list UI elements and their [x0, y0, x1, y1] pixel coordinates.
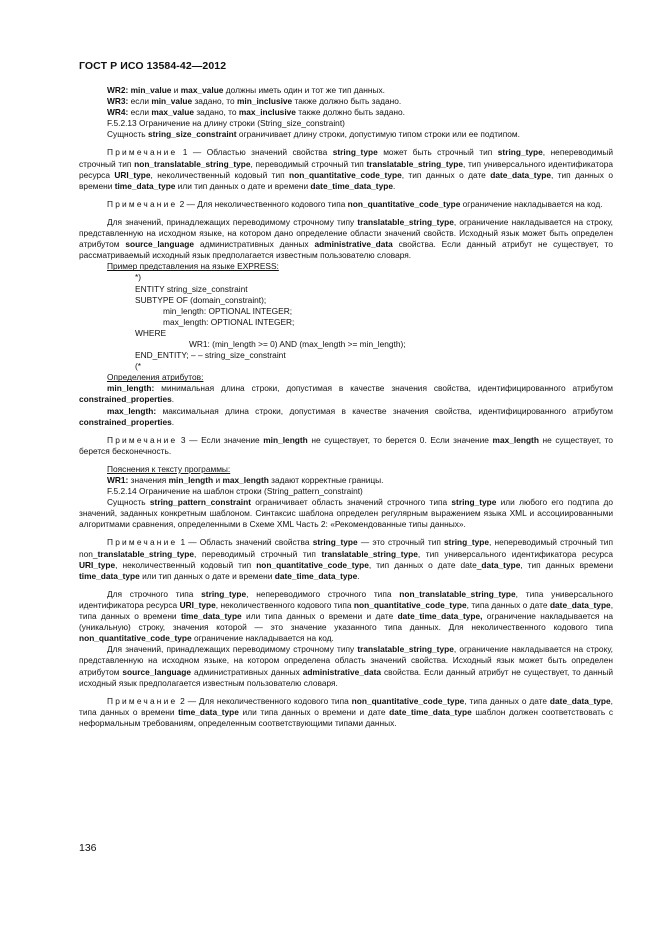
attribute-max-length: max_length: максимальная длина строки, допустимая в качестве значения свойства, идентифицированного атрибутом constrained_properties. [79, 405, 613, 427]
note-1: Примечание 1 — Областью значений свойства string_type может быть строчный тип string_type, непереводимый строчный тип non_translatable_string_type, переводимый строчный тип translatable_string_type, тип универсального идентификатора ресурса URI_type, неколичественный кодовый тип non_quantitative_code_type, тип данных о дате date_data_type, тип данных о времени time_data_type или тип данных о дате и времени date_time_data_type. [79, 147, 613, 191]
paragraph-pattern-constraint: Сущность string_pattern_constraint ограничивает область значений строчного типа string_type или любого его подтипа до значений, заданных конкретным шаблоном. Синтаксис шаблона определен регулярным выражением языка XML и ассоциированными алгоритмами сравнения, определенными в Схеме XML Часть 2: «Рекомендованные типы данных». [79, 497, 613, 530]
code-line: WR1: (min_length >= 0) AND (max_length >= min_length); [189, 338, 406, 349]
rule-wr1: WR1: значения min_length и max_length задают корректные границы. [107, 475, 384, 485]
example-title: Пример представления на языке EXPRESS: [107, 261, 279, 272]
note-2b: Примечание 2 — Для неколичественного кодового типа non_quantitative_code_type, типа данных о дате date_data_type, типа данных о времени time_data_type или типа данных о времени и дате date_time_data_type шаблон должен соответствовать с неформальным требованиям, определенным соответствующими типами данных. [79, 695, 614, 728]
code-line: WHERE [135, 327, 167, 338]
section-heading-f5213: F.5.2.13 Ограничение на длину строки (String_size_constraint) [107, 118, 345, 129]
page-header: ГОСТ Р ИСО 13584-42—2012 [79, 60, 227, 72]
code-line: END_ENTITY; – – string_size_constraint [135, 350, 286, 361]
code-line: ENTITY string_size_constraint [135, 283, 248, 294]
paragraph-size-constraint: Сущность string_size_constraint ограничивает длину строки, допустимую типом строки или ее подтипом. [107, 129, 520, 140]
document-body [79, 85, 613, 729]
section-heading-f5214: F.5.2.14 Ограничение на шаблон строки (String_pattern_constraint) [107, 486, 363, 497]
note-3: Примечание 3 — Если значение min_length не существует, то берется 0. Если значение max_length не существует, то берется бесконечность. [79, 434, 613, 456]
rule-wr4: WR4: если max_value задано, то max_inclusive также должно быть задано. [107, 107, 405, 118]
explanation-title: Пояснения к тексту программы: [107, 463, 231, 474]
code-line: (* [135, 361, 142, 372]
rule-wr2: WR2: min_value и max_value должны иметь один и тот же тип данных. [107, 85, 386, 95]
page-number: 136 [79, 842, 97, 854]
code-line: SUBTYPE OF (domain_constraint); [135, 294, 267, 305]
rule-wr3: WR3: если min_value задано, то min_inclusive также должно быть задано. [107, 96, 402, 107]
paragraph-translatable-2: Для значений, принадлежащих переводимому строчному типу translatable_string_type, ограничение накладывается на строку, представленную на исходном языке, на котором определена область значений свойства. Исходный язык может быть определен атрибутом source_language административных данных administrative_data свойства. Если данный атрибут не существует, то данный исходный язык предполагается известным пользователю словаря. [79, 644, 613, 688]
attributes-title: Определения атрибутов: [107, 372, 204, 383]
note-2: Примечание 2 — Для неколичественного кодового типа non_quantitative_code_type ограничение накладывается на код. [107, 198, 603, 209]
code-line: *) [135, 272, 142, 283]
code-line: max_length: OPTIONAL INTEGER; [163, 316, 295, 327]
paragraph-string-types: Для строчного типа string_type, непереводимого строчного типа non_translatable_string_type, типа универсального идентификатора ресурса URI_type, неколичественного кодового типа non_quantitative_code_type, типа данных о дате date_data_type, типа данных о времени time_data_type или типа данных о времени и дате date_time_data_type, ограничение накладывается на (уникальную) строку, значения которой — это значение указанного типа данных. Для неколичественного кодового типа non_quantitative_code_type ограничение накладывается на код. [79, 588, 614, 644]
attribute-min-length: min_length: минимальная длина строки, допустимая в качестве значения свойства, идентифицированного атрибутом constrained_properties. [79, 383, 613, 405]
paragraph-translatable: Для значений, принадлежащих переводимому строчному типу translatable_string_type, ограничение накладывается на строку, представленную на исходном языке, на котором дано определение области значений свойств. Исходный язык может быть определен атрибутом source_language административных данных administrative_data свойства. Если данный атрибут не существует, то рассматриваемый исходный язык предполагается известным пользователю словаря. [79, 216, 613, 261]
note-1b: Примечание 1 — Область значений свойства string_type — это строчный тип string_type, непереводимый строчный тип non_translatable_string_type, переводимый строчный тип translatable_string_type, тип универсального идентификатора ресурса URI_type, неколичественный кодовый тип non_quantitative_code_type, тип данных о дате date_data_type, тип данных времени time_data_type или тип данных о дате и времени date_time_data_type. [79, 537, 613, 581]
code-line: min_length: OPTIONAL INTEGER; [163, 305, 293, 316]
